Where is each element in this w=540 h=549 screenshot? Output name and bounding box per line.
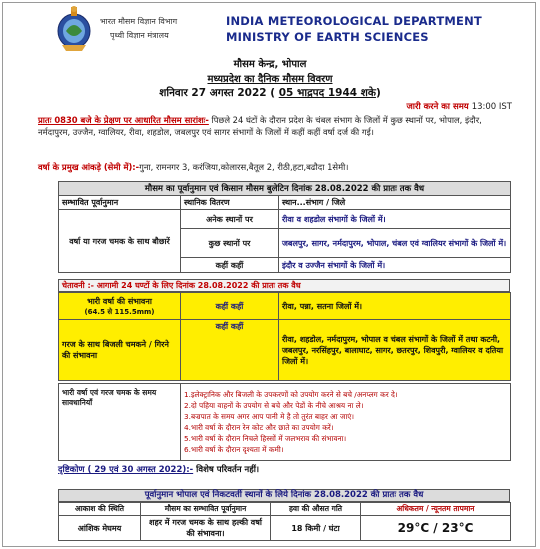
advice-item: 6.भारी वर्षा के दौरान दृश्यता में कमी। bbox=[184, 445, 284, 454]
advice-item: 4.भारी वर्षा के दौरान रेन कोट और छाते का उपयोग करें। bbox=[184, 423, 334, 432]
forecast-places: रीवा व शहडोल संभागों के जिलों में। bbox=[279, 210, 511, 229]
org-name-hindi: भारत मौसम विज्ञान विभाग bbox=[100, 17, 178, 26]
warning-type-label: गरज के साथ बिजली चमकने / गिरने की संभावना bbox=[59, 320, 181, 381]
outlook-text: विशेष परिवर्तन नहीं। bbox=[196, 465, 260, 475]
warning-places: रीवा, पन्ना, सतना जिलों में। bbox=[279, 293, 511, 320]
bhopal-table bbox=[58, 502, 511, 541]
advice-item: 1.इलेक्ट्रानिक और बिजली के उपकरणों को उपयोग करने से बचे /अनप्लग कर दे। bbox=[184, 390, 398, 399]
warning-places: रीवा, शहडोल, नर्मदापुरम, भोपाल व चंबल संभागों के जिलों में तथा कटनी, जबलपुर, नरसिंहपुर, बालाघाट, सागर, छतरपुर, शिवपुरी, ग्वालियर व दतिया जिलों में। bbox=[279, 320, 511, 381]
forecast-table bbox=[58, 181, 511, 273]
warning-type-sub: (64.5 से 115.5mm) bbox=[84, 307, 155, 316]
advice-item: 5.भारी वर्षा के दौरान निचले हिस्सों में जलभराव की संभावना। bbox=[184, 434, 347, 443]
advice-list-cell bbox=[181, 384, 511, 461]
forecast-dist: कुछ स्थानों पर bbox=[181, 229, 279, 258]
bhopal-col-wind: हवा की औसत गति bbox=[271, 503, 361, 516]
advice-list bbox=[184, 389, 507, 455]
col-distribution: स्थानिक वितरण bbox=[181, 196, 279, 210]
forecast-heading: मौसम का पूर्वानुमान एवं किसान मौसम बुलेटिन दिनांक 28.08.2022 की प्रातः तक वैध bbox=[59, 182, 511, 196]
org-name-english: INDIA METEOROLOGICAL DEPARTMENT bbox=[226, 14, 482, 28]
issue-time-value: 13:00 IST bbox=[471, 102, 512, 112]
forecast-places: इंदौर व उज्जैन संभागों के जिलों में। bbox=[279, 258, 511, 273]
bhopal-col-forecast: मौसम का सम्भावित पूर्वानुमान bbox=[141, 503, 271, 516]
ministry-name-hindi: पृथ्वी विज्ञान मंत्रालय bbox=[110, 31, 169, 40]
forecast-dist: कहीं कहीं bbox=[181, 258, 279, 273]
rainfall-key: वर्षा के प्रमुख आंकड़े (सेमी में):- bbox=[38, 162, 140, 172]
warning-type bbox=[59, 293, 181, 320]
header bbox=[0, 0, 540, 60]
issue-time bbox=[406, 101, 512, 112]
col-places: स्थान...संभाग / जिले bbox=[279, 196, 511, 210]
outlook-key: दृष्टिकोण ( 29 एवं 30 अगस्त 2022):- bbox=[58, 465, 194, 475]
date-prefix: शनिवार 27 अगस्त 2022 ( bbox=[159, 87, 279, 99]
date-saka: 05 भाद्रपद 1944 शके bbox=[278, 87, 376, 99]
imd-logo bbox=[56, 5, 92, 53]
date-suffix: ) bbox=[375, 87, 381, 99]
bhopal-col-temp: अधिकतम / न्यूनतम तापमान bbox=[361, 503, 511, 516]
bhopal-forecast: शहर में गरज चमक के साथ हल्की वर्षा की संभावना। bbox=[141, 516, 271, 541]
weather-summary bbox=[38, 115, 508, 138]
advice-item: 3.बज्रपात के समय अगर आप पानी मे है तो तुरंत बाहर आ जाएं। bbox=[184, 412, 355, 421]
bulletin-title: मध्यप्रदेश का दैनिक मौसम विवरण bbox=[207, 74, 333, 85]
outlook bbox=[58, 464, 510, 475]
summary-lead: प्रातः 0830 बजे के प्रेक्षण पर आधारित मौसम सारांशः- bbox=[38, 115, 209, 125]
bhopal-temperature: 29°C / 23°C bbox=[361, 516, 511, 541]
bhopal-heading: पूर्वानुमान भोपाल एवं निकटवर्ती स्थानों के लिये दिनांक 28.08.2022 की प्रातः तक वैध bbox=[58, 489, 510, 502]
bhopal-col-sky: आकाश की स्थिति bbox=[59, 503, 141, 516]
forecast-row-label: वर्षा या गरज चमक के साथ बौछारें bbox=[59, 210, 181, 273]
summary-text: पिछले 24 घंटों के दौरान प्रदेश के चंबल संभाग के जिलों में कुछ स्थानों पर, भोपाल, इंदौर, नर्मदापुरम, उज्जैन, ग्वालियर, रीवा, शहडोल, जबलपुर एवं सागर संभागों के जिलों में कहीं कहीं वर्षा दर्ज की गई। bbox=[38, 115, 482, 137]
col-forecast: सम्भावित पूर्वानुमान bbox=[59, 196, 181, 210]
rainfall-figures bbox=[38, 162, 518, 173]
bhopal-sky: आंशिक मेघमय bbox=[59, 516, 141, 541]
advice-label: भारी वर्षा एवं गरज चमक के समय सावधानियाँ bbox=[59, 384, 181, 461]
forecast-places: जबलपुर, सागर, नर्मदापुरम, भोपाल, चंबल एवं ग्वालियर संभागों के जिलों में। bbox=[279, 229, 511, 258]
warning-dist: कहीं कहीं bbox=[181, 293, 279, 320]
rainfall-text: गुना, रामनगर 3, करंजिया,कोलारस,बैतूल 2, रीठी,हटा,बढौदा 1सेमी। bbox=[139, 162, 349, 172]
ministry-name-english: MINISTRY OF EARTH SCIENCES bbox=[226, 30, 429, 44]
advice-item: 2.दो पहिया वाहनों के उपयोग से बचे और पेडों के नीचे आश्रय ना ले। bbox=[184, 401, 364, 410]
warning-heading: चेतावनी :- आगामी 24 घण्टों के लिए दिनांक 28.08.2022 की प्रातः तक वैध bbox=[58, 279, 510, 292]
forecast-dist: अनेक स्थानों पर bbox=[181, 210, 279, 229]
warning-table bbox=[58, 292, 511, 381]
advice-table bbox=[58, 383, 511, 461]
bulletin-date bbox=[0, 86, 540, 100]
warning-type-label: भारी वर्षा की संभावना bbox=[87, 296, 152, 306]
warning-dist: कहीं कहीं bbox=[181, 320, 279, 381]
bhopal-wind: 18 किमी / घंटा bbox=[271, 516, 361, 541]
issue-label: जारी करने का समय bbox=[406, 102, 469, 112]
centre-title: मौसम केन्द्र, भोपाल bbox=[233, 59, 307, 70]
